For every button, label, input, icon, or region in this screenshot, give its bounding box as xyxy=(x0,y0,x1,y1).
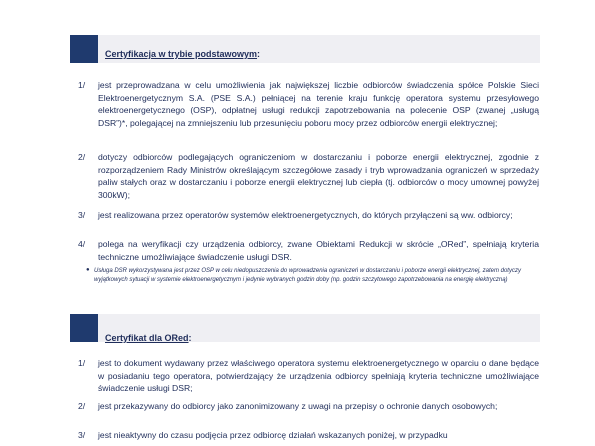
section-header-certyfikacja xyxy=(70,35,540,63)
item-text: jest realizowana przez operatorów systemów elektroenergetycznych, do których przyłączeni są ww. odbiorcy; xyxy=(98,210,513,220)
section-title: Certyfikat dla ORed: xyxy=(105,333,192,343)
section-marker-square xyxy=(70,35,98,63)
item-number: 3/ xyxy=(78,430,86,440)
item-number: 1/ xyxy=(78,358,86,368)
item-text: jest przeprowadzana w celu umożliwienia jak największej liczbie odbiorców świadczenia spółce Polskie Sieci Elektroenergetycznym S.A. (PSE S.A.) pełniącej na terenie kraju funkcję operatora systemu przesyłowego elektroenergetycznego (OSP), odpłatnej usługi redukcji zapotrzebowania na polecenie OSP (zwanej „usługą DSR”)*, polegającej na zmniejszeniu lub przesunięciu poboru mocy przez odbiorców energii elektrycznej; xyxy=(98,80,539,128)
item-text: dotyczy odbiorców podlegających ograniczeniom w dostarczaniu i poborze energii elektrycznej, zgodnie z rozporządzeniem Rady Ministrów określającym szczegółowe zasady i tryb wprowadzania ograniczeń w sprzedaży paliw stałych oraz w dostarczaniu i poborze energii elektrycznej lub ciepła (tj. odbiorców o mocy umownej powyżej 300kW); xyxy=(98,152,539,200)
item-text: jest nieaktywny do czasu podjęcia przez odbiorcę działań wskazanych poniżej, w przypadku xyxy=(98,430,448,440)
item-number: 3/ xyxy=(78,210,86,220)
footnote-text: Usługa DSR wykorzystywana jest przez OSP w celu niedopuszczenia do wprowadzenia ograniczeń w dostarczaniu i poborze energii elektrycznej, zatem dotyczy wyjątkowych sytuacji w systemie elektroenergetycznym i jedynie wybranych godzin doby (np. godzin szczytowego zapotrzebowania na energię elektryczną) xyxy=(94,268,521,284)
item-number: 4/ xyxy=(78,239,86,249)
section-marker-square xyxy=(70,314,98,342)
item-text: jest to dokument wydawany przez właściwego operatora systemu elektroenergetycznego w oparciu o dane będące w posiadaniu tego operatora, potwierdzający że urządzenia odbiorcy spełniają kryteria techniczne umożliwiające świadczenie usługi DSR; xyxy=(98,358,539,394)
footnote-bullet: ● xyxy=(86,267,90,273)
item-text: jest przekazywany do odbiorcy jako zanonimizowany z uwagi na przepisy o ochronie danych osobowych; xyxy=(98,401,498,411)
item-number: 1/ xyxy=(78,80,86,90)
section-title: Certyfikacja w trybie podstawowym: xyxy=(105,49,261,59)
item-number: 2/ xyxy=(78,152,86,162)
section-header-certyfikat xyxy=(70,314,540,342)
item-text: polega na weryfikacji czy urządzenia odbiorcy, zwane Obiektami Redukcji w skrócie „ORed”, spełniają kryteria techniczne umożliwiające świadczenie usługi DSR. xyxy=(98,239,539,262)
item-number: 2/ xyxy=(78,401,86,411)
